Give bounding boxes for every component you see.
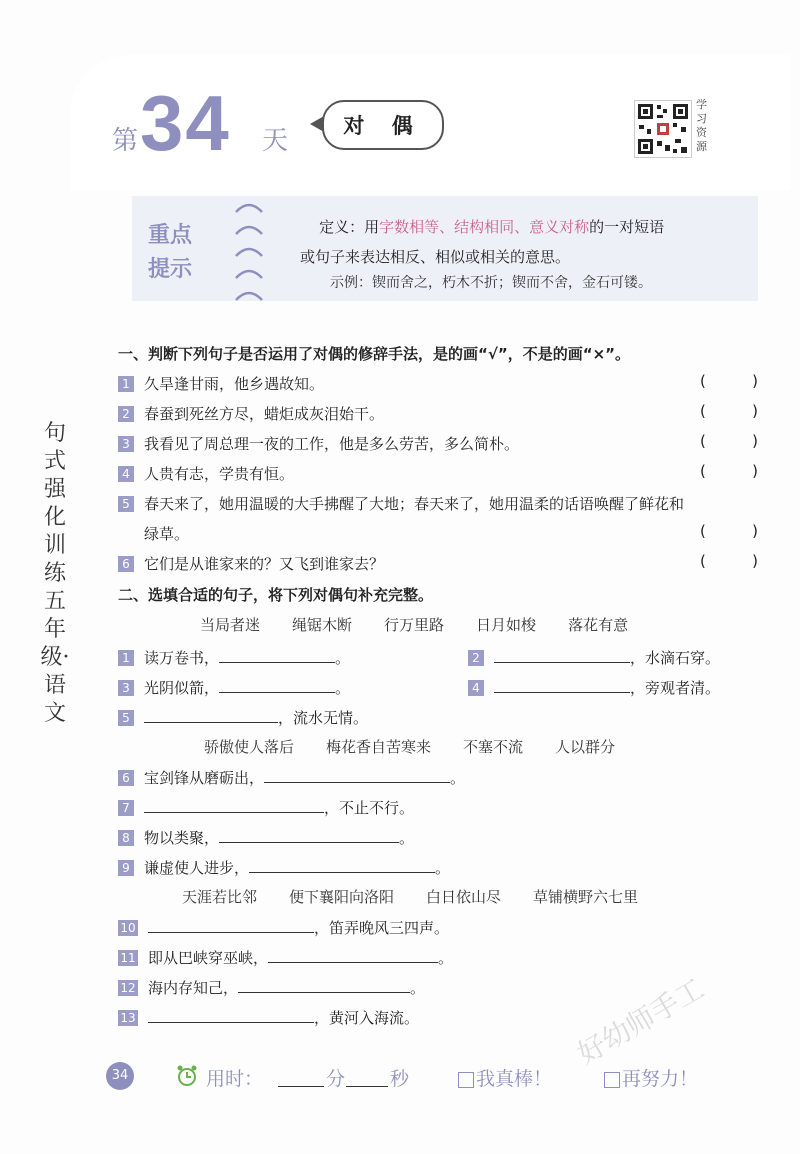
fill-text-post: ，不止不行。 xyxy=(324,799,415,817)
paren-close: ) xyxy=(752,432,758,450)
judge-item-6 xyxy=(118,552,384,576)
answer-blank[interactable] xyxy=(148,1008,314,1023)
fill-text-post: 。 xyxy=(399,829,415,847)
fill-text-post: 。 xyxy=(435,859,451,877)
judge-text: 人贵有志，学贵有恒。 xyxy=(144,465,295,483)
fill-item-6 xyxy=(118,766,465,790)
judge-text: 春蚕到死丝方尽，蜡炬成灰泪始干。 xyxy=(144,405,385,423)
seconds-label: 秒 xyxy=(390,1068,410,1090)
question-number: 5 xyxy=(118,496,134,512)
definition-prefix: 定义：用 xyxy=(319,218,380,236)
tip-example: 示例：锲而舍之，朽木不折；锲而不舍，金石可镂。 xyxy=(330,275,652,291)
question-number: 1 xyxy=(118,376,134,392)
paren-open: ( xyxy=(700,372,706,390)
topic-title: 对 偶 xyxy=(343,114,423,138)
paren-close: ) xyxy=(752,402,758,420)
checkbox-icon[interactable] xyxy=(604,1072,620,1088)
judge-item-5 xyxy=(118,492,684,516)
judge-text: 春天来了，她用温暖的大手拂醒了大地；春天来了，她用温柔的话语唤醒了鲜花和 xyxy=(144,495,685,513)
answer-blank[interactable] xyxy=(148,918,314,933)
question-number: 12 xyxy=(118,980,138,996)
watermark: 好幼师手工 xyxy=(571,972,710,1071)
answer-blank[interactable] xyxy=(264,768,450,783)
paren-open: ( xyxy=(700,522,706,540)
fill-text-post: ，笛弄晚风三四声。 xyxy=(314,919,450,937)
answer-blank[interactable] xyxy=(219,678,335,693)
word-option: 落花有意 xyxy=(568,616,629,634)
paren-close: ) xyxy=(752,462,758,480)
fill-text-pre: 海内存知己， xyxy=(148,979,239,997)
fill-text-post: 。 xyxy=(438,949,454,967)
paren-close: ) xyxy=(752,522,758,540)
judge-item-2 xyxy=(118,402,384,426)
answer-blank[interactable] xyxy=(249,858,435,873)
fill-text-pre: 读万卷书， xyxy=(144,649,220,667)
paren-open: ( xyxy=(700,402,706,420)
word-option: 天涯若比邻 xyxy=(182,888,258,906)
question-number: 9 xyxy=(118,860,134,876)
section2-title: 二、选填合适的句子，将下列对偶句补充完整。 xyxy=(118,586,434,604)
word-option: 行万里路 xyxy=(384,616,445,634)
fill-text-post: ，旁观者清。 xyxy=(630,679,721,697)
word-option: 人以群分 xyxy=(555,738,616,756)
fill-text-pre: 光阴似箭， xyxy=(144,679,220,697)
day-number: 34 xyxy=(140,79,231,167)
fill-item-11 xyxy=(118,946,453,970)
fill-item-7 xyxy=(118,796,414,820)
question-number: 6 xyxy=(118,556,134,572)
paren-close: ) xyxy=(752,372,758,390)
day-suffix: 天 xyxy=(262,126,289,156)
judge-text: 它们是从谁家来的？又飞到谁家去？ xyxy=(144,555,385,573)
word-option: 当局者迷 xyxy=(200,616,261,634)
fill-item-4 xyxy=(468,676,720,700)
section1-title: 一、判断下列句子是否运用了对偶的修辞手法，是的画“√”，不是的画“×”。 xyxy=(118,345,631,363)
minutes-label: 分 xyxy=(326,1068,346,1090)
paren-open: ( xyxy=(700,462,706,480)
fill-item-5 xyxy=(118,706,368,730)
question-number: 7 xyxy=(118,800,134,816)
answer-parens-6[interactable] xyxy=(700,552,758,570)
answer-blank[interactable] xyxy=(238,978,410,993)
paren-close: ) xyxy=(752,552,758,570)
fill-text-post: 。 xyxy=(335,649,351,667)
fill-text-pre: 谦虚使人进步， xyxy=(144,859,250,877)
day-prefix: 第 xyxy=(112,126,139,156)
qr-label: 学习资源 xyxy=(696,98,707,153)
word-option: 白日依山尽 xyxy=(426,888,502,906)
question-number: 1 xyxy=(118,650,134,666)
try-label: 再努力！ xyxy=(622,1068,699,1090)
fill-item-3 xyxy=(118,676,350,700)
definition-suffix: 的一对短语 xyxy=(589,218,665,236)
side-label: 句式强化训练 五年级·语文 xyxy=(40,421,70,726)
judge-item-1 xyxy=(118,372,324,396)
word-option: 骄傲使人落后 xyxy=(204,738,295,756)
question-number: 3 xyxy=(118,680,134,696)
answer-parens-1[interactable] xyxy=(700,372,758,390)
question-number: 6 xyxy=(118,770,134,786)
fill-item-12 xyxy=(118,976,425,1000)
fill-text-post: 。 xyxy=(450,769,466,787)
word-option: 便下襄阳向洛阳 xyxy=(289,888,395,906)
word-bank-3 xyxy=(182,886,670,907)
paren-open: ( xyxy=(700,432,706,450)
definition-line2: 或句子来表达相反、相似或相关的意思。 xyxy=(300,248,571,266)
fill-item-8 xyxy=(118,826,414,850)
fill-item-9 xyxy=(118,856,450,880)
seconds-blank[interactable] xyxy=(346,1072,388,1087)
word-option: 不塞不流 xyxy=(463,738,524,756)
alarm-clock-icon xyxy=(176,1064,198,1088)
question-number: 10 xyxy=(118,920,138,936)
answer-parens-3[interactable] xyxy=(700,432,758,450)
topic-bubble xyxy=(322,100,444,150)
paren-open: ( xyxy=(700,552,706,570)
fill-text-post: 。 xyxy=(335,679,351,697)
answer-blank[interactable] xyxy=(144,708,278,723)
tip-title-line1: 重点 xyxy=(148,222,193,248)
fill-text-post: ，流水无情。 xyxy=(278,709,369,727)
judge-item-4 xyxy=(118,462,294,486)
answer-parens-4[interactable] xyxy=(700,462,758,480)
fill-text-pre: 即从巴峡穿巫峡， xyxy=(148,949,269,967)
question-number: 11 xyxy=(118,950,138,966)
try-checkbox[interactable] xyxy=(604,1064,698,1091)
judge-item-5-continued: 绿草。 xyxy=(144,525,190,543)
question-number: 4 xyxy=(468,680,484,696)
qr-code-icon[interactable] xyxy=(634,100,692,158)
question-number: 2 xyxy=(118,406,134,422)
answer-parens-5[interactable] xyxy=(700,522,758,540)
judge-text: 久旱逢甘雨，他乡遇故知。 xyxy=(144,375,325,393)
tip-title xyxy=(148,218,208,286)
question-number: 13 xyxy=(118,1010,138,1026)
word-option: 绳锯木断 xyxy=(292,616,353,634)
word-bank-1 xyxy=(200,614,660,635)
answer-blank[interactable] xyxy=(219,828,399,843)
question-number: 5 xyxy=(118,710,134,726)
checkbox-icon[interactable] xyxy=(458,1072,474,1088)
word-option: 日月如梭 xyxy=(476,616,537,634)
word-bank-2 xyxy=(204,736,647,757)
answer-blank[interactable] xyxy=(219,648,335,663)
fill-text-post: 。 xyxy=(410,979,426,997)
fill-text-post: ，水滴石穿。 xyxy=(630,649,721,667)
decorative-arcs-icon xyxy=(232,196,266,304)
fill-text-post: ，黄河入海流。 xyxy=(314,1009,420,1027)
fill-item-2 xyxy=(468,646,720,670)
page-number: 34 xyxy=(106,1062,134,1090)
judge-text: 我看见了周总理一夜的工作，他是多么劳苦，多么简朴。 xyxy=(144,435,520,453)
definition-highlight: 字数相等、结构相同、意义对称 xyxy=(379,218,590,236)
question-number: 4 xyxy=(118,466,134,482)
answer-blank[interactable] xyxy=(494,648,630,663)
answer-blank[interactable] xyxy=(494,678,630,693)
time-label: 用时： xyxy=(206,1068,264,1090)
answer-blank[interactable] xyxy=(144,798,324,813)
fill-item-1 xyxy=(118,646,350,670)
word-option: 草铺横野六七里 xyxy=(533,888,639,906)
fill-text-pre: 物以类聚， xyxy=(144,829,220,847)
minutes-blank[interactable] xyxy=(278,1072,324,1087)
fill-text-pre: 宝剑锋从磨砺出， xyxy=(144,769,265,787)
question-number: 3 xyxy=(118,436,134,452)
tip-title-line2: 提示 xyxy=(148,256,193,282)
tip-definition xyxy=(300,212,750,272)
word-option: 梅花香自苦寒来 xyxy=(326,738,432,756)
judge-item-3 xyxy=(118,432,519,456)
fill-item-10 xyxy=(118,916,449,940)
question-number: 2 xyxy=(468,650,484,666)
fill-item-13 xyxy=(118,1006,419,1030)
question-number: 8 xyxy=(118,830,134,846)
answer-blank[interactable] xyxy=(268,948,438,963)
great-label: 我真棒！ xyxy=(476,1068,553,1090)
answer-parens-2[interactable] xyxy=(700,402,758,420)
great-checkbox[interactable] xyxy=(458,1064,552,1091)
